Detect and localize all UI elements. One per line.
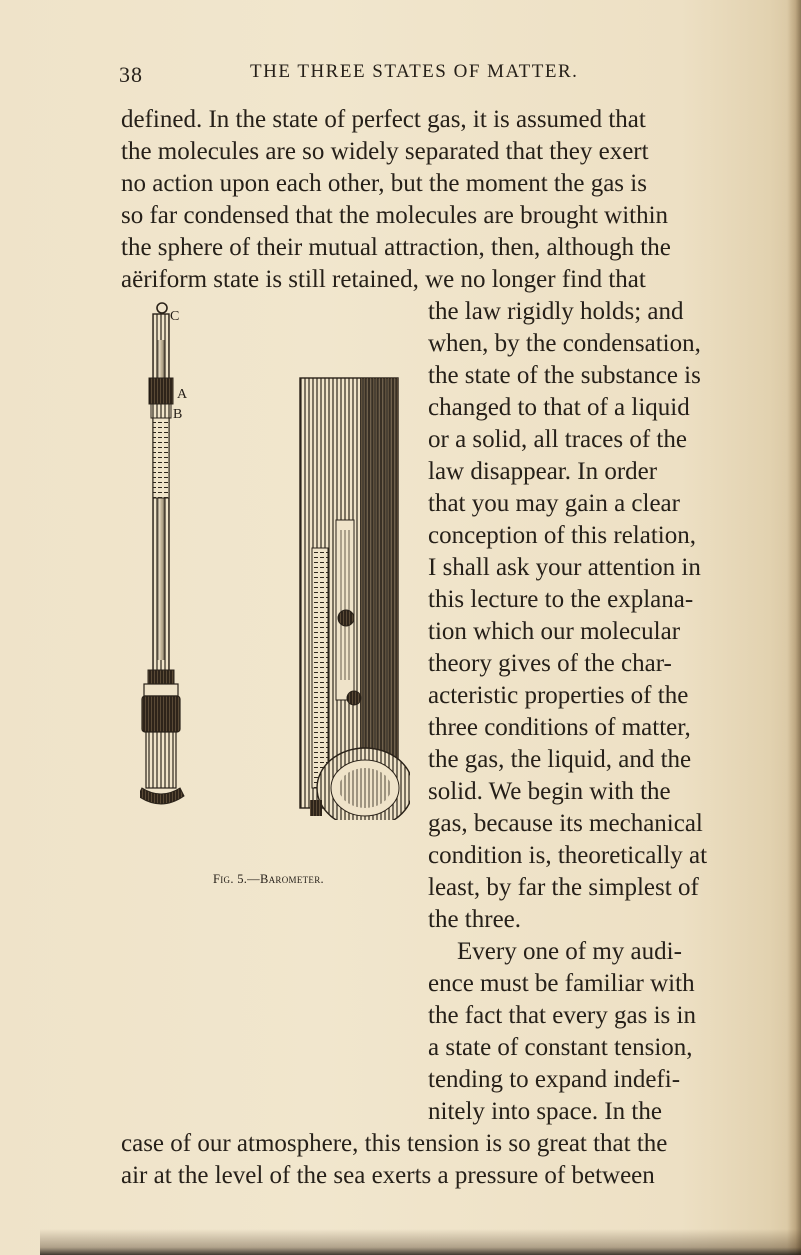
text-line: defined. In the state of perfect gas, it is assumed that	[121, 106, 646, 133]
text-line: gas, because its mechanical	[428, 810, 703, 837]
text-line: acteristic properties of the	[428, 682, 689, 709]
text-line: the fact that every gas is in	[428, 1002, 696, 1029]
text-line: Every one of my audi-	[457, 938, 682, 965]
text-line: case of our atmosphere, this tension is so great that the	[121, 1130, 668, 1157]
text-line: least, by far the simplest of	[428, 874, 699, 901]
text-line: the gas, the liquid, and the	[428, 746, 692, 773]
figure-caption: Fig. 5.—Barometer.	[213, 872, 324, 886]
text-line: tending to expand indefi-	[428, 1066, 681, 1093]
text-line: theory gives of the char-	[428, 650, 672, 677]
text-line: when, by the condensation,	[428, 330, 701, 357]
page-edge-shadow-bottom	[40, 1229, 801, 1255]
text-line: the law rigidly holds; and	[428, 298, 684, 325]
text-line: the state of the substance is	[428, 362, 701, 389]
text-line: condition is, theoretically at	[428, 842, 708, 869]
text-line: no action upon each other, but the moment the gas is	[121, 170, 647, 197]
page-edge-shadow-right	[787, 0, 801, 1255]
text-line: a state of constant tension,	[428, 1034, 693, 1061]
text-line: air at the level of the sea exerts a pressure of between	[121, 1162, 655, 1189]
right-barometer	[300, 378, 410, 820]
text-line: so far condensed that the molecules are brought within	[121, 202, 669, 229]
page-number: 38	[119, 62, 143, 87]
text-line: law disappear. In order	[428, 458, 658, 485]
text-line: three conditions of matter,	[428, 714, 691, 741]
text-line: solid. We begin with the	[428, 778, 671, 805]
text-line: the molecules are so widely separated that they exert	[121, 138, 649, 165]
text-line: conception of this relation,	[428, 522, 696, 549]
text-line: tion which our molecular	[428, 618, 681, 645]
left-barometer	[140, 303, 188, 804]
text-line: or a solid, all traces of the	[428, 426, 687, 453]
figure-label-b: B	[173, 407, 183, 422]
text-line: the three.	[428, 906, 522, 933]
barometer-illustration	[140, 300, 410, 820]
text-line: this lecture to the explana-	[428, 586, 694, 613]
figure-label-c: C	[170, 309, 180, 324]
running-head: THE THREE STATES OF MATTER.	[250, 61, 579, 82]
text-line: ence must be familiar with	[428, 970, 695, 997]
text-line: changed to that of a liquid	[428, 394, 690, 421]
text-line: nitely into space. In the	[428, 1098, 662, 1125]
text-line: the sphere of their mutual attraction, then, although the	[121, 234, 671, 261]
text-line: that you may gain a clear	[428, 490, 680, 517]
text-line: aëriform state is still retained, we no longer find that	[121, 266, 646, 293]
text-line: I shall ask your attention in	[428, 554, 701, 581]
figure-label-a: A	[177, 387, 188, 402]
